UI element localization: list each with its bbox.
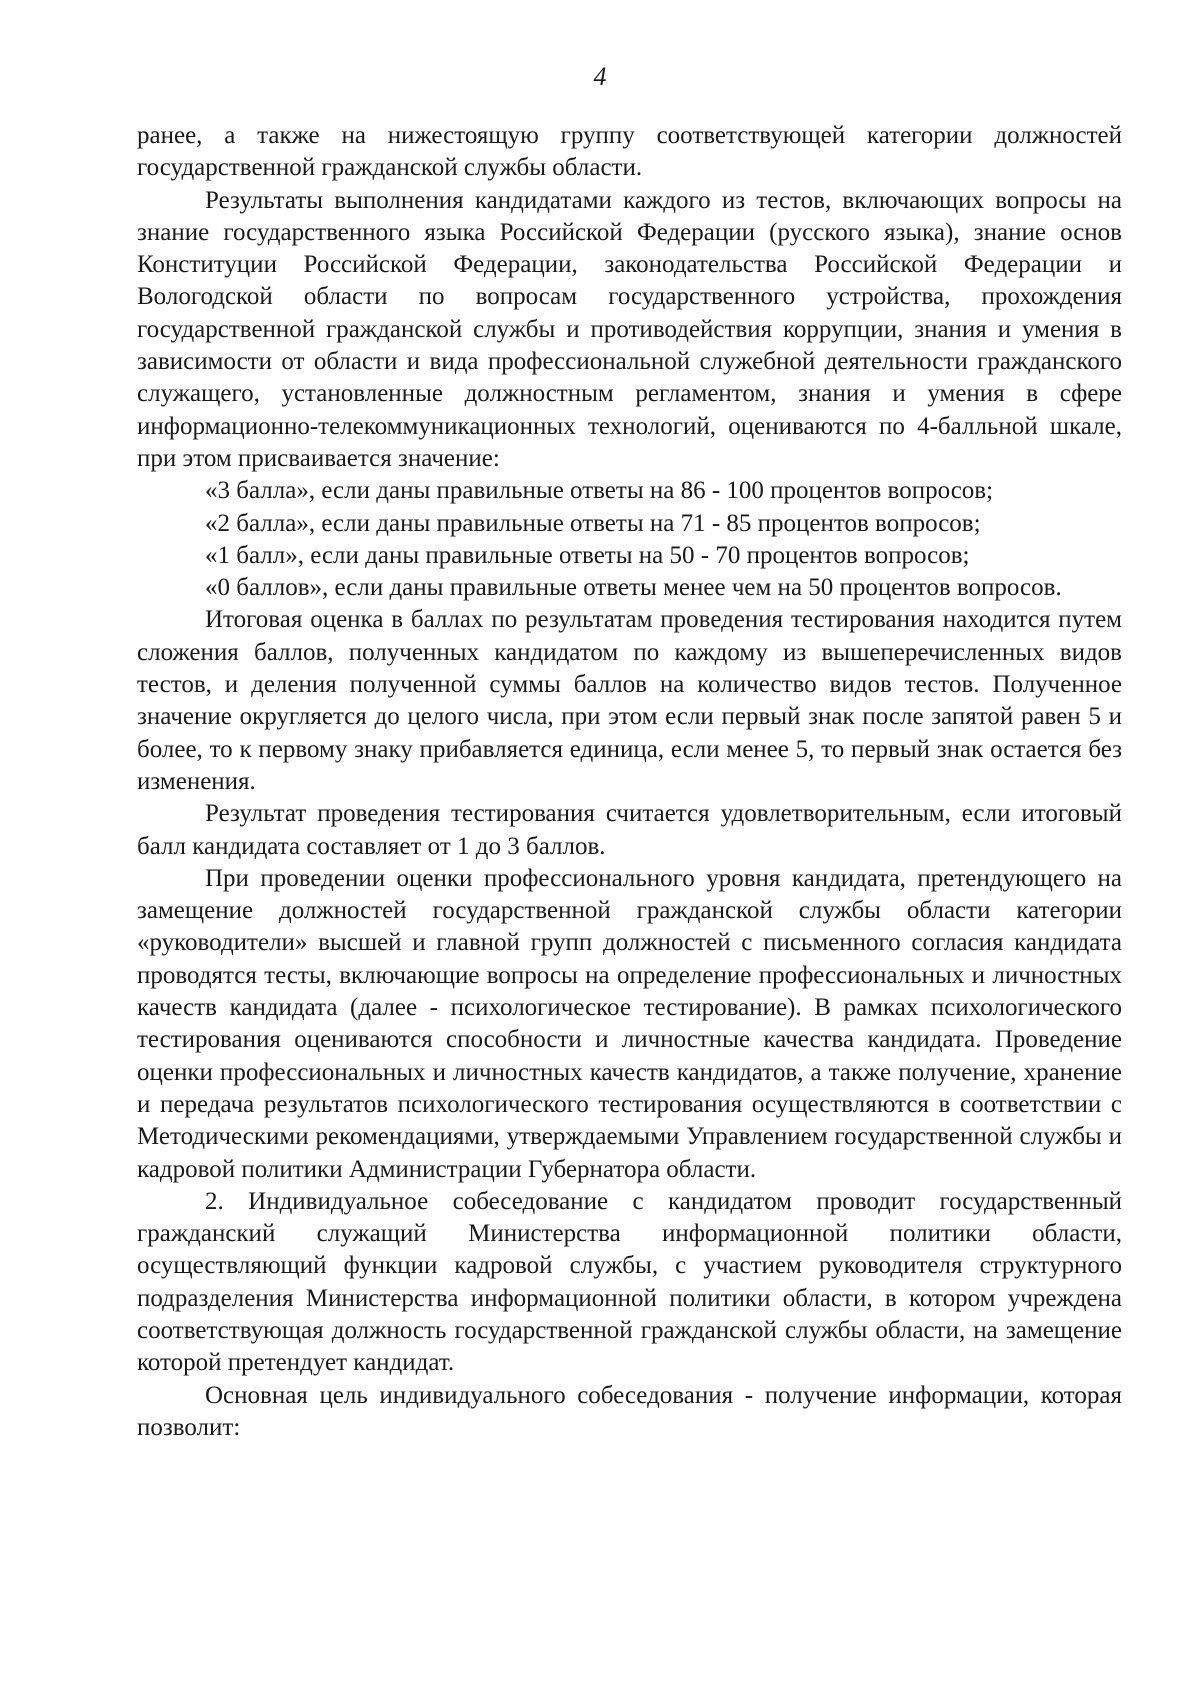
- paragraph: При проведении оценки профессионального уровня кандидата, претендующего на замещение должностей государственной гражданской службы области категории «руководители» высшей и главной групп должностей с письменного согласия кандидата проводятся тесты, включающие вопросы на определение профессиональных и личностных качеств кандидата (далее - психологическое тестирование). В рамках психологического тестирования оцениваются способности и личностные качества кандидата. Проведение оценки профессиональных и личностных качеств кандидатов, а также получение, хранение и передача результатов психологического тестирования осуществляются в соответствии с Методическими рекомендациями, утверждаемыми Управлением государственной службы и кадровой политики Администрации Губернатора области.: [137, 864, 1122, 1183]
- paragraph: 2. Индивидуальное собеседование с кандидатом проводит государственный гражданский служащий Министерства информационной политики области, осуществляющий функции кадровой службы, с участием руководителя структурного подразделения Министерства информационной политики области, в котором учреждена соответствующая должность государственной гражданской службы области, на замещение которой претендует кандидат.: [137, 1187, 1122, 1377]
- list-item: «3 балла», если даны правильные ответы на 86 - 100 процентов вопросов;: [205, 477, 994, 505]
- paragraph: Результаты выполнения кандидатами каждого из тестов, включающих вопросы на знание государственного языка Российской Федерации (русского языка), знание основ Конституции Российской Федерации, законодательства Российской Федерации и Вологодской области по вопросам государственного устройства, прохождения государственной гражданской службы и противодействия коррупции, знания и умения в зависимости от области и вида профессиональной служебной деятельности гражданского служащего, установленные должностным регламентом, знания и умения в сфере информационно-телекоммуникационных технологий, оцениваются по 4-балльной шкале, при этом присваивается значение:: [137, 186, 1122, 472]
- list-item: «1 балл», если даны правильные ответы на 50 - 70 процентов вопросов;: [205, 541, 970, 569]
- page-number: 4: [593, 62, 607, 91]
- document-body: [137, 120, 1122, 1444]
- list-item: «2 балла», если даны правильные ответы на 71 - 85 процентов вопросов;: [205, 509, 981, 537]
- paragraph: Результат проведения тестирования считается удовлетворительным, если итоговый балл кандидата составляет от 1 до 3 баллов.: [137, 800, 1122, 860]
- paragraph: Основная цель индивидуального собеседования - получение информации, которая позволит:: [137, 1381, 1122, 1441]
- list-item: «0 баллов», если даны правильные ответы менее чем на 50 процентов вопросов.: [205, 574, 1062, 602]
- paragraph: ранее, а также на нижестоящую группу соответствующей категории должностей государственной гражданской службы области.: [137, 122, 1122, 182]
- paragraph: Итоговая оценка в баллах по результатам проведения тестирования находится путем сложения баллов, полученных кандидатом по каждому из вышеперечисленных видов тестов, и деления полученной суммы баллов на количество видов тестов. Полученное значение округляется до целого числа, при этом если первый знак после запятой равен 5 и более, то к первому знаку прибавляется единица, если менее 5, то первый знак остается без изменения.: [137, 606, 1122, 795]
